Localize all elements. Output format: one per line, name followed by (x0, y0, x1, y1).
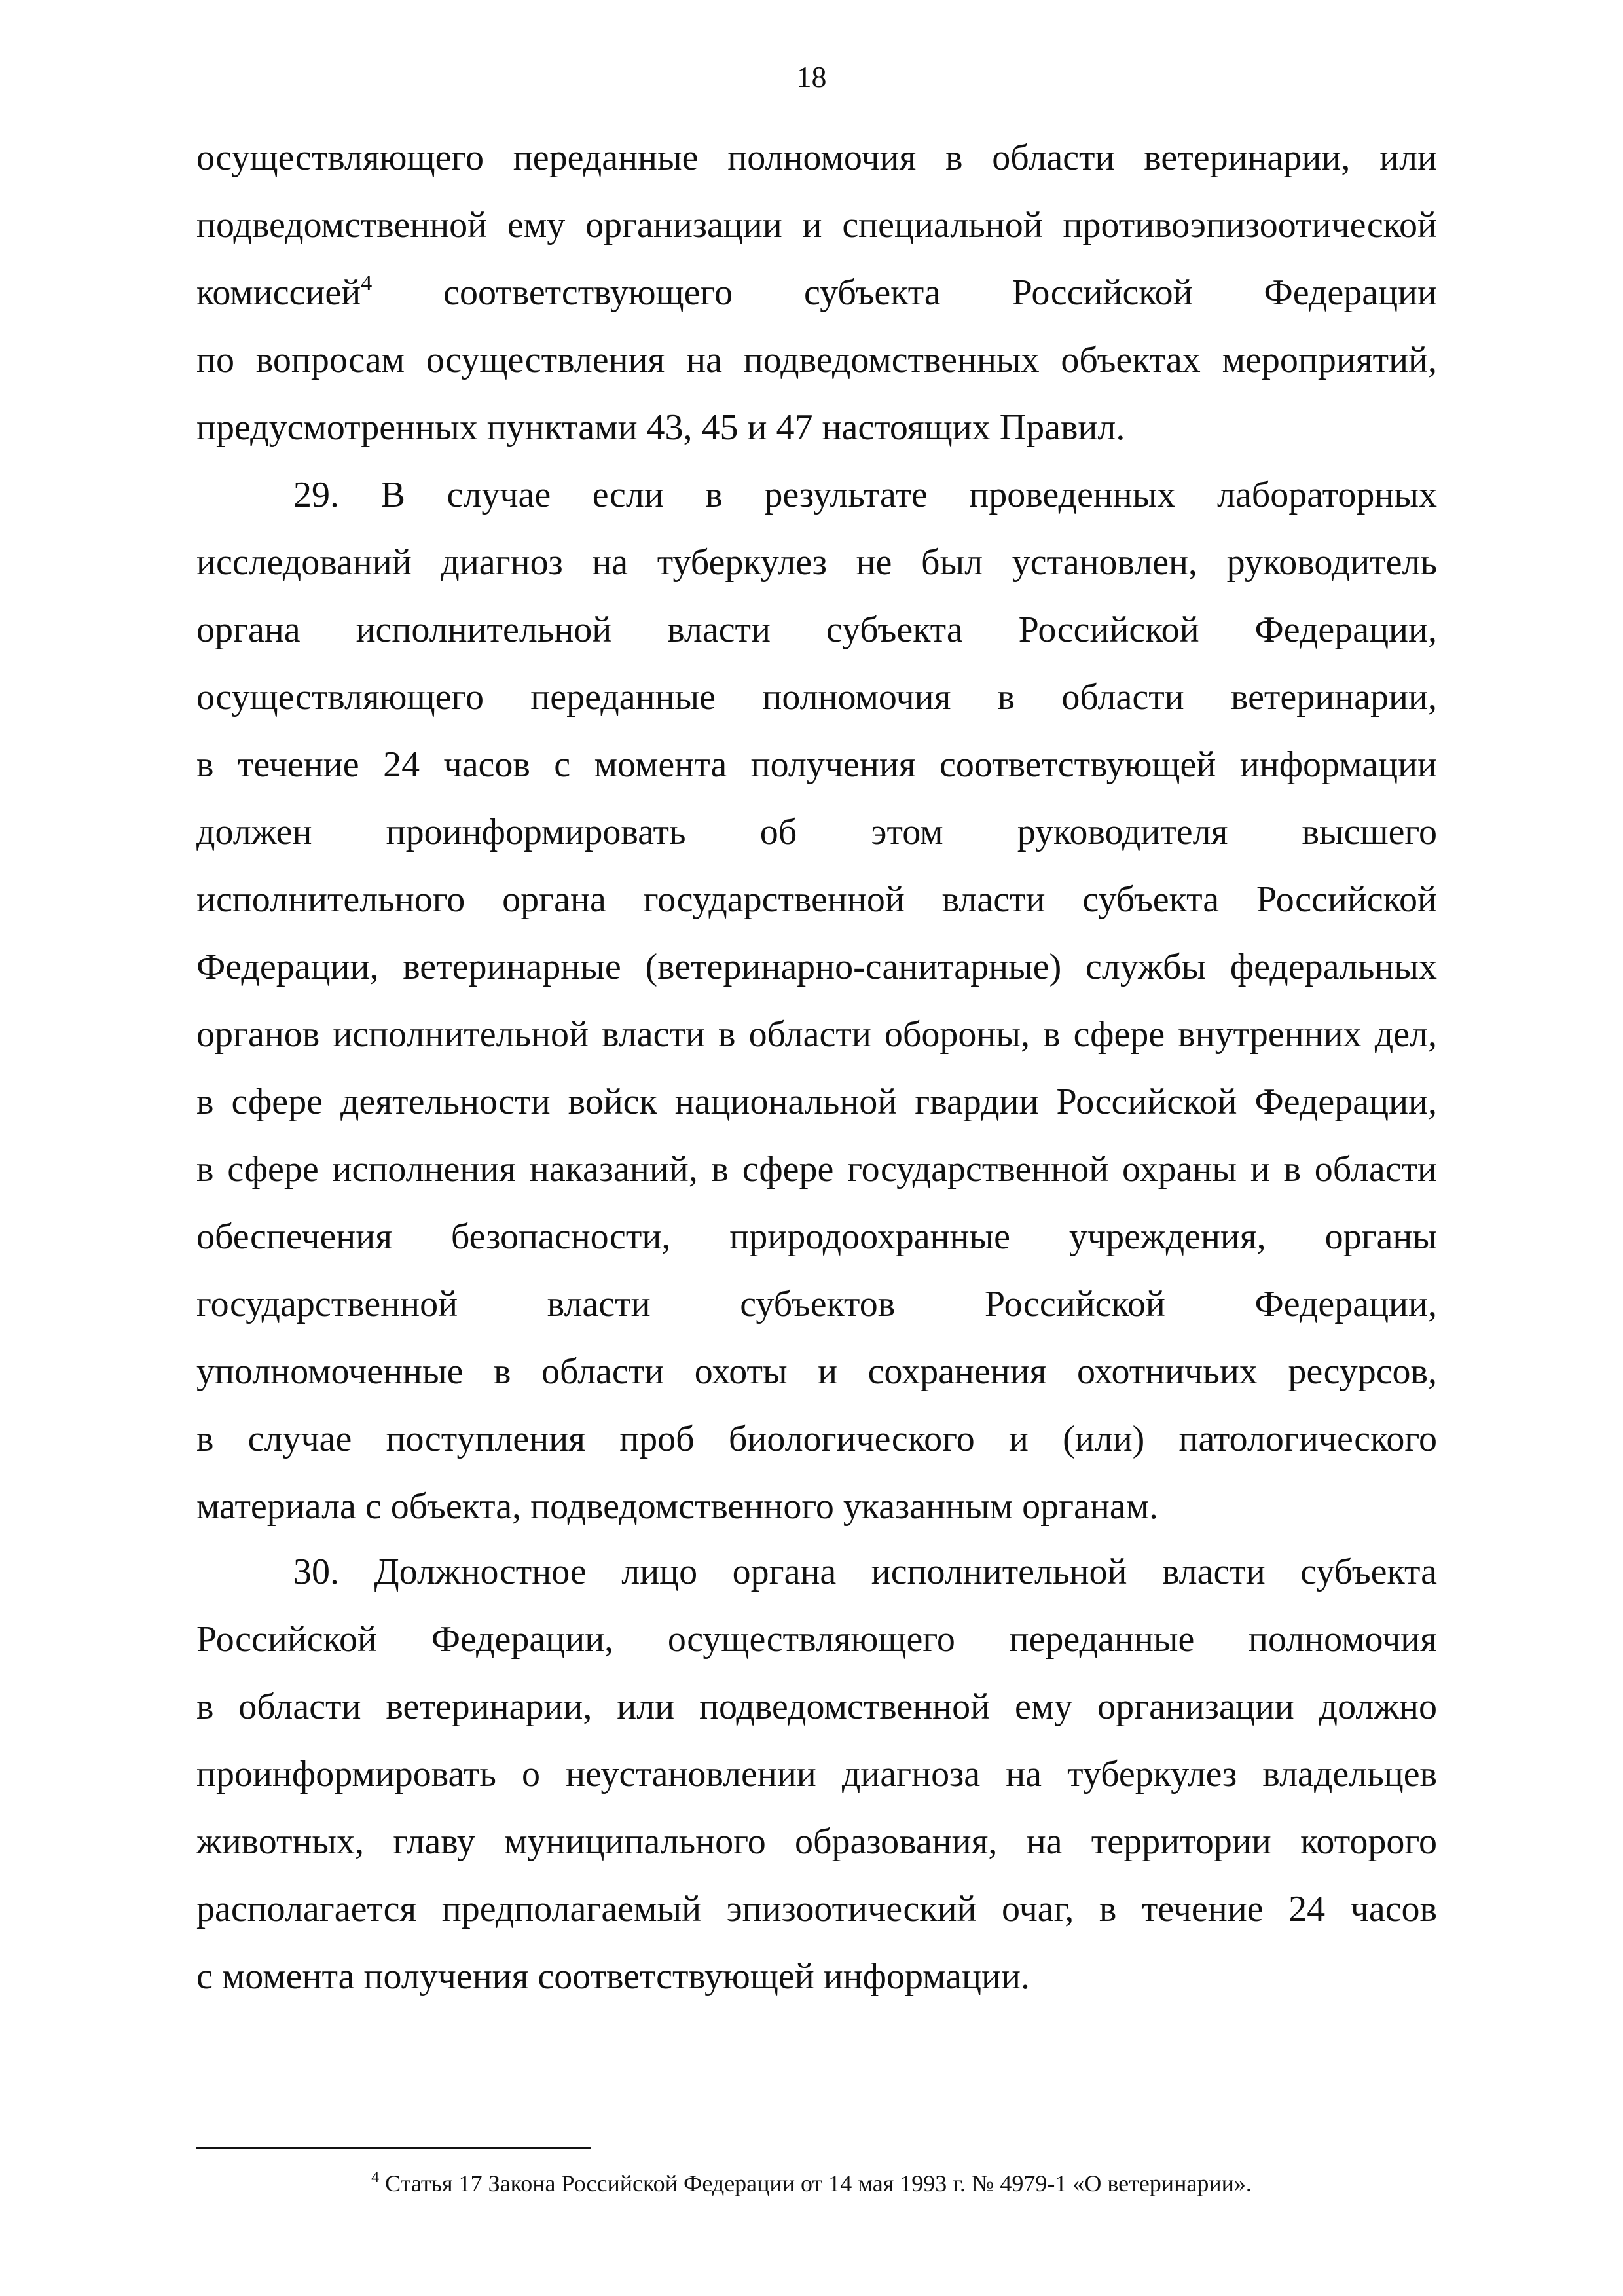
text-line: органов исполнительной власти в области обороны, в сфере внутренних дел, (196, 1014, 1437, 1055)
text-line: обеспечения безопасности, природоохранные учреждения, органы (196, 1216, 1437, 1257)
footnote-marker: 4 (371, 2169, 380, 2186)
text-line: органа исполнительной власти субъекта Российской Федерации, (196, 610, 1437, 650)
paragraph-30 (196, 1539, 1437, 2011)
text-line: проинформировать о неустановлении диагноза на туберкулез владельцев (196, 1754, 1437, 1795)
text-line: Российской Федерации, осуществляющего переданные полномочия (196, 1619, 1437, 1660)
text-line: уполномоченные в области охоты и сохранения охотничьих ресурсов, (196, 1351, 1437, 1392)
text-line: исследований диагноз на туберкулез не был установлен, руководитель (196, 542, 1437, 583)
footnote (0, 2167, 1623, 2200)
text-line: предусмотренных пунктами 43, 45 и 47 настоящих Правил. (196, 407, 1125, 448)
text-line: государственной власти субъектов Российской Федерации, (196, 1284, 1437, 1324)
text-line: в сфере деятельности войск национальной гвардии Российской Федерации, (196, 1082, 1437, 1122)
footnote-separator (196, 2147, 591, 2149)
footnote-reference: 4 (361, 271, 373, 295)
text-line: располагается предполагаемый эпизоотический очаг, в течение 24 часов (196, 1889, 1437, 1929)
footnote-text: Статья 17 Закона Российской Федерации от 14 мая 1993 г. № 4979-1 «О ветеринарии». (385, 2170, 1252, 2196)
text-line: осуществляющего переданные полномочия в области ветеринарии, (196, 677, 1437, 718)
text-line: в случае поступления проб биологического и (или) патологического (196, 1419, 1437, 1459)
text-line: с момента получения соответствующей информации. (196, 1956, 1030, 1997)
text-line: 29. В случае если в результате проведенных лабораторных (293, 475, 1437, 515)
text-line: осуществляющего переданные полномочия в области ветеринарии, или (196, 137, 1437, 178)
paragraph-29 (196, 462, 1437, 1540)
text-line: исполнительного органа государственной власти субъекта Российской (196, 879, 1437, 920)
text-line: материала с объекта, подведомственного указанным органам. (196, 1486, 1159, 1527)
text-line: в сфере исполнения наказаний, в сфере государственной охраны и в области (196, 1149, 1437, 1190)
text-line: Федерации, ветеринарные (ветеринарно-санитарные) службы федеральных (196, 947, 1437, 987)
page-number: 18 (796, 60, 827, 94)
text-line: 30. Должностное лицо органа исполнительной власти субъекта (293, 1552, 1437, 1592)
paragraph-continuation (196, 124, 1437, 462)
text-line: подведомственной ему организации и специальной противоэпизоотической (196, 205, 1437, 246)
text-line: в области ветеринарии, или подведомственной ему организации должно (196, 1686, 1437, 1727)
text-line: в течение 24 часов с момента получения соответствующей информации (196, 744, 1437, 785)
text-fragment: комиссией (196, 272, 361, 313)
text-line: по вопросам осуществления на подведомственных объектах мероприятий, (196, 340, 1437, 380)
text-line: должен проинформировать об этом руководителя высшего (196, 812, 1437, 852)
text-line: животных, главу муниципального образования, на территории которого (196, 1821, 1437, 1862)
text-fragment: соответствующего субъекта Российской Федерации (443, 272, 1437, 313)
text-line (196, 259, 1437, 327)
